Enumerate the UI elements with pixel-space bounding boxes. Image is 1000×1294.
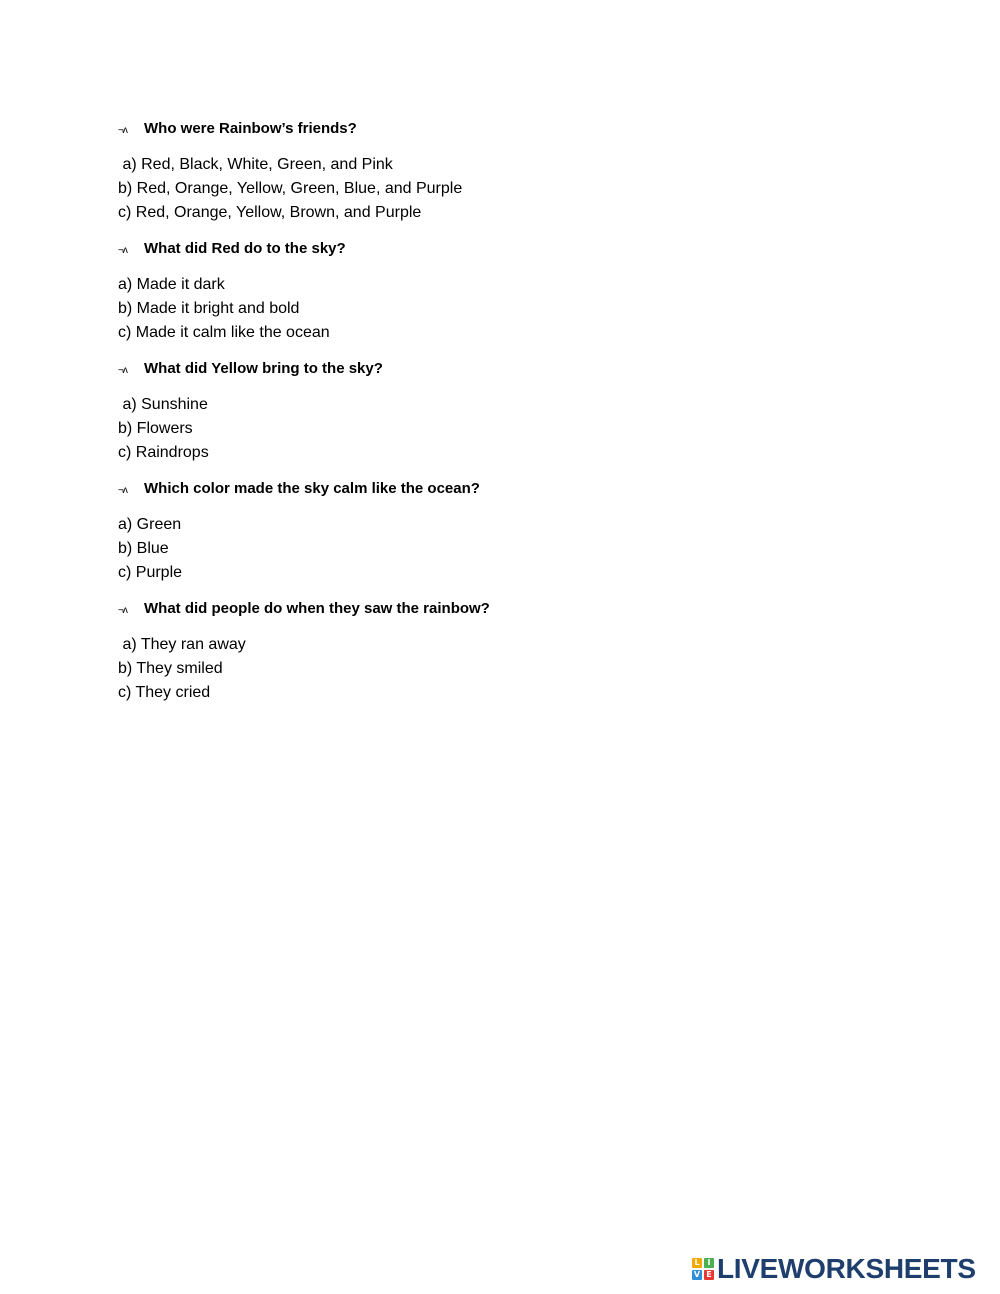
logo-text: LIVEWORKSHEETS bbox=[717, 1253, 976, 1284]
answer-option[interactable]: b) Blue bbox=[118, 540, 169, 557]
question-text: What did people do when they saw the rainbow? bbox=[144, 600, 490, 617]
answer-options bbox=[118, 393, 878, 465]
answer-option[interactable]: c) Raindrops bbox=[118, 444, 209, 461]
question-block bbox=[118, 238, 878, 345]
question-block bbox=[118, 478, 878, 585]
answer-option[interactable]: c) Purple bbox=[118, 564, 183, 581]
answer-option[interactable]: a) They ran away bbox=[118, 636, 246, 653]
answer-option[interactable]: c) They cried bbox=[118, 684, 211, 701]
answer-option[interactable]: c) Made it calm like the ocean bbox=[118, 324, 330, 341]
logo-mark bbox=[692, 1258, 714, 1280]
answer-option[interactable]: b) Red, Orange, Yellow, Green, Blue, and Purple bbox=[118, 180, 463, 197]
bullet-icon: ¬ʌ bbox=[118, 245, 127, 256]
question-line bbox=[118, 238, 878, 260]
question-text: What did Yellow bring to the sky? bbox=[144, 360, 383, 377]
bullet-icon: ¬ʌ bbox=[118, 365, 127, 376]
bullet-icon: ¬ʌ bbox=[118, 125, 127, 136]
answer-option[interactable]: b) They smiled bbox=[118, 660, 223, 677]
question-line bbox=[118, 598, 878, 620]
answer-option[interactable]: b) Flowers bbox=[118, 420, 193, 437]
answer-option[interactable]: c) Red, Orange, Yellow, Brown, and Purple bbox=[118, 204, 422, 221]
question-block bbox=[118, 598, 878, 705]
answer-options bbox=[118, 153, 878, 225]
logo-cell: I bbox=[704, 1258, 714, 1268]
question-text: What did Red do to the sky? bbox=[144, 240, 346, 257]
questions-list bbox=[118, 118, 878, 705]
question-block bbox=[118, 358, 878, 465]
question-text: Who were Rainbow’s friends? bbox=[144, 120, 357, 137]
answer-options bbox=[118, 513, 878, 585]
question-block bbox=[118, 118, 878, 225]
question-text: Which color made the sky calm like the ocean? bbox=[144, 480, 480, 497]
liveworksheets-logo bbox=[692, 1254, 976, 1284]
question-line bbox=[118, 478, 878, 500]
answer-option[interactable]: a) Made it dark bbox=[118, 276, 225, 293]
logo-cell: L bbox=[692, 1258, 702, 1268]
question-line bbox=[118, 358, 878, 380]
answer-option[interactable]: b) Made it bright and bold bbox=[118, 300, 300, 317]
answer-option[interactable]: a) Red, Black, White, Green, and Pink bbox=[118, 156, 393, 173]
bullet-icon: ¬ʌ bbox=[118, 485, 127, 496]
logo-cell: V bbox=[693, 1270, 701, 1279]
answer-option[interactable]: a) Sunshine bbox=[118, 396, 208, 413]
answer-options bbox=[118, 633, 878, 705]
answer-options bbox=[118, 273, 878, 345]
bullet-icon: ¬ʌ bbox=[118, 605, 127, 616]
answer-option[interactable]: a) Green bbox=[118, 516, 182, 533]
question-line bbox=[118, 118, 878, 140]
logo-cell: E bbox=[704, 1270, 714, 1280]
worksheet bbox=[118, 118, 878, 718]
